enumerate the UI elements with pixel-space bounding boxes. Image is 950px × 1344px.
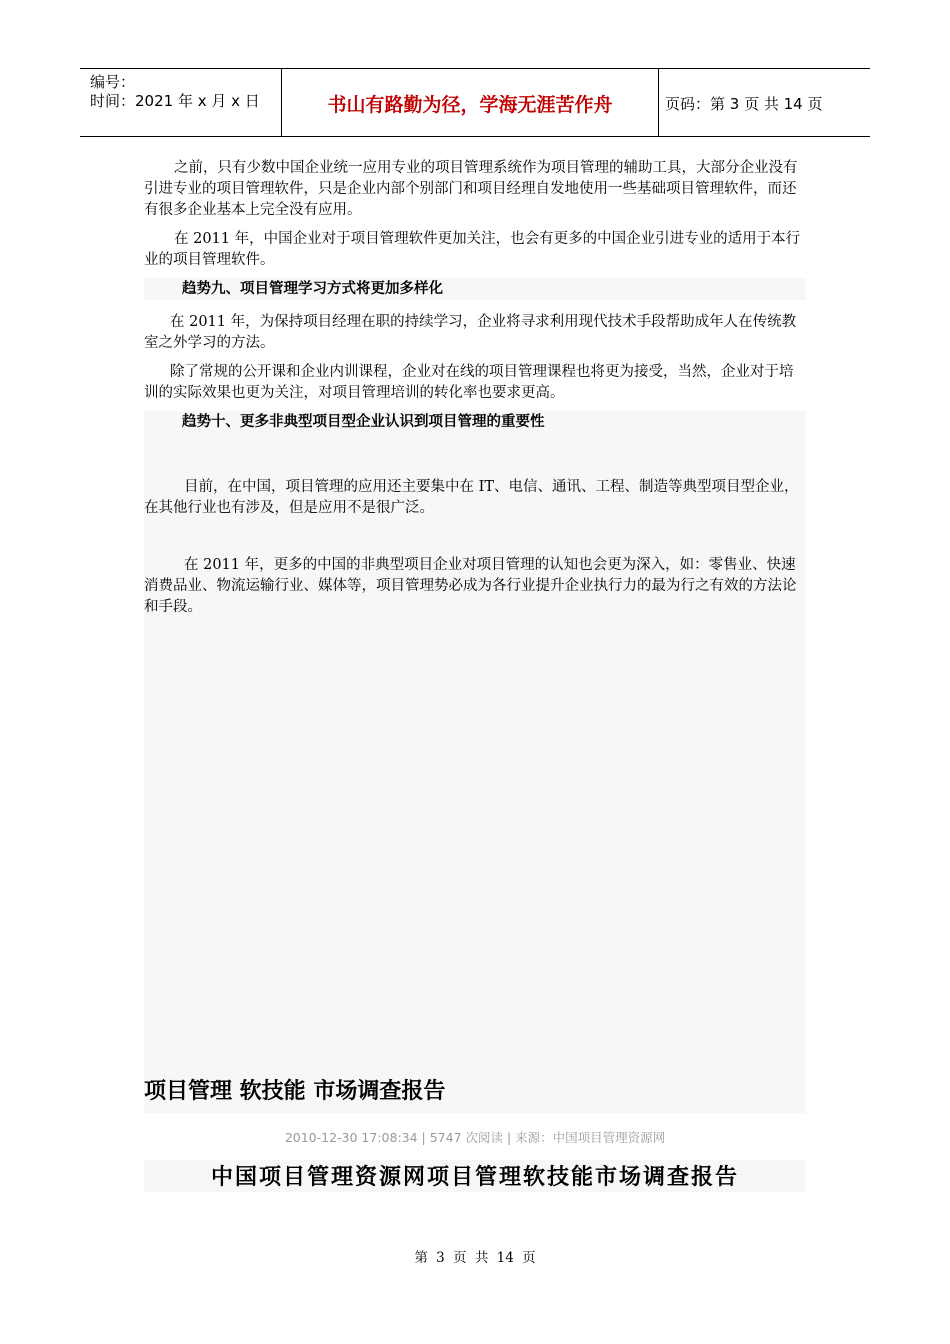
heading-trend-10: 趋势十、更多非典型项目型企业认识到项目管理的重要性 — [144, 411, 806, 433]
page-label: 页码：第 3 页 共 14 页 — [665, 95, 823, 113]
header-top-rule — [80, 68, 870, 69]
article-title: 项目管理 软技能 市场调查报告 — [144, 1079, 446, 1104]
article-subtitle: 中国项目管理资源网项目管理软技能市场调查报告 — [144, 1160, 806, 1192]
shaded-block — [144, 433, 806, 1113]
paragraph-6: 在 2011 年，更多的中国的非典型项目企业对项目管理的认知也会更为深入，如：零售业、快速消费品业、物流运输行业、媒体等，项目管理势必成为各行业提升企业执行力的最为行之有效的方法论和手段。 — [144, 557, 797, 615]
paragraph-4: 除了常规的公开课和企业内训课程，企业对在线的项目管理课程也将更为接受，当然，企业对于培训的实际效果也更为关注，对项目管理培训的转化率也要求更高。 — [144, 364, 794, 401]
paragraph-5: 目前，在中国，项目管理的应用还主要集中在 IT、电信、通讯、工程、制造等典型项目型企业，在其他行业也有涉及，但是应用不是很广泛。 — [144, 479, 799, 516]
paragraph-1: 之前，只有少数中国企业统一应用专业的项目管理系统作为项目管理的辅助工具，大部分企业没有引进专业的项目管理软件，只是企业内部个别部门和项目经理自发地使用一些基础项目管理软件，而还有很多企业基本上完全没有应用。 — [144, 160, 798, 218]
header-motto: 书山有路勤为径，学海无涯苦作舟 — [327, 94, 613, 116]
heading-trend-9: 趋势九、项目管理学习方式将更加多样化 — [144, 278, 806, 300]
date-label: 时间：2021 年 x 月 x 日 — [90, 92, 260, 110]
paragraph-3: 在 2011 年，为保持项目经理在职的持续学习，企业将寻求利用现代技术手段帮助成年人在传统教室之外学习的方法。 — [144, 314, 797, 351]
paragraph-2: 在 2011 年，中国企业对于项目管理软件更加关注，也会有更多的中国企业引进专业的适用于本行业的项目管理软件。 — [144, 231, 801, 268]
serial-label: 编号： — [90, 73, 136, 91]
header-divider-right — [658, 68, 659, 136]
header-bottom-rule — [80, 136, 870, 137]
article-meta: 2010-12-30 17:08:34 | 5747 次阅读 | 来源：中国项目管理资源网 — [284, 1130, 666, 1145]
page-footer: 第 3 页 共 14 页 — [414, 1250, 536, 1266]
